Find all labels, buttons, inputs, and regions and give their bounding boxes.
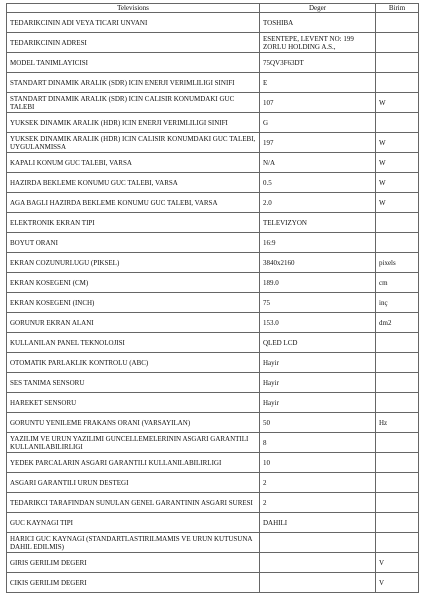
spec-unit: inç <box>379 298 388 307</box>
spec-label-cell <box>7 413 260 433</box>
spec-label-cell <box>7 233 260 253</box>
spec-unit-cell <box>376 173 419 193</box>
table-row <box>7 233 419 253</box>
spec-unit: W <box>379 98 386 107</box>
spec-unit-cell <box>376 413 419 433</box>
spec-value-cell <box>260 253 376 273</box>
spec-value: 50 <box>263 418 270 427</box>
spec-unit-cell <box>376 453 419 473</box>
spec-label-cell <box>7 333 260 353</box>
table-row <box>7 253 419 273</box>
spec-unit-cell <box>376 553 419 573</box>
spec-value: 2.0 <box>263 198 272 207</box>
spec-unit: cm <box>379 278 388 287</box>
spec-value-cell <box>260 133 376 153</box>
spec-label: EKRAN KOSEGENI (INCH) <box>10 298 95 307</box>
table-row <box>7 113 419 133</box>
spec-value: 10 <box>263 458 270 467</box>
spec-label-cell <box>7 293 260 313</box>
spec-label-cell <box>7 533 260 553</box>
spec-unit-cell <box>376 533 419 553</box>
spec-label: EKRAN COZUNURLUGU (PIKSEL) <box>10 258 120 267</box>
spec-unit-cell <box>376 33 419 53</box>
spec-unit: W <box>379 178 386 187</box>
spec-value: G <box>263 118 269 127</box>
spec-value-cell <box>260 113 376 133</box>
spec-label-cell <box>7 53 260 73</box>
spec-label-cell <box>7 553 260 573</box>
spec-value: Hayir <box>263 378 279 387</box>
spec-label: GORUNUR EKRAN ALANI <box>10 318 94 327</box>
spec-unit-cell <box>376 313 419 333</box>
spec-value-cell <box>260 33 376 53</box>
spec-value-cell <box>260 513 376 533</box>
spec-label-cell <box>7 173 260 193</box>
table-row <box>7 73 419 93</box>
spec-label-cell <box>7 473 260 493</box>
spec-label: HARICI GUC KAYNAGI (STANDARTLASTIRILMAMIS VE URUN KUTUSUNA DAHIL EDILMIS) <box>10 534 253 551</box>
table-row <box>7 353 419 373</box>
spec-unit-cell <box>376 373 419 393</box>
header-unit: Birim <box>376 4 419 13</box>
spec-table <box>6 3 419 593</box>
spec-unit-cell <box>376 293 419 313</box>
table-row <box>7 573 419 593</box>
spec-unit-cell <box>376 433 419 453</box>
spec-unit-cell <box>376 393 419 413</box>
spec-value-cell <box>260 473 376 493</box>
spec-unit-cell <box>376 213 419 233</box>
spec-label: ELEKTRONIK EKRAN TIPI <box>10 218 95 227</box>
spec-rows <box>7 13 419 593</box>
header-row <box>7 4 419 13</box>
spec-label-cell <box>7 393 260 413</box>
spec-label: SES TANIMA SENSORU <box>10 378 85 387</box>
spec-unit-cell <box>376 513 419 533</box>
spec-value-cell <box>260 533 376 553</box>
spec-unit: pixels <box>379 258 396 267</box>
spec-value: 2 <box>263 498 267 507</box>
spec-value: 0.5 <box>263 178 272 187</box>
spec-value: 16:9 <box>263 238 276 247</box>
table-row <box>7 413 419 433</box>
table-row <box>7 273 419 293</box>
spec-label-cell <box>7 113 260 133</box>
spec-unit-cell <box>376 193 419 213</box>
spec-value: 107 <box>263 98 274 107</box>
spec-label: GIRIS GERILIM DEGERI <box>10 558 87 567</box>
spec-value-cell <box>260 13 376 33</box>
table-row <box>7 513 419 533</box>
table-row <box>7 473 419 493</box>
table-row <box>7 393 419 413</box>
spec-value: TOSHIBA <box>263 18 294 27</box>
spec-label: BOYUT ORANI <box>10 238 58 247</box>
spec-value: 2 <box>263 478 267 487</box>
spec-value-cell <box>260 53 376 73</box>
spec-label-cell <box>7 133 260 153</box>
spec-unit-cell <box>376 353 419 373</box>
spec-value: 189.0 <box>263 278 279 287</box>
spec-unit-cell <box>376 573 419 593</box>
table-row <box>7 213 419 233</box>
spec-unit-cell <box>376 333 419 353</box>
spec-label: KULLANILAN PANEL TEKNOLOJISI <box>10 338 125 347</box>
spec-unit-cell <box>376 133 419 153</box>
spec-label-cell <box>7 573 260 593</box>
spec-value: 75 <box>263 298 270 307</box>
spec-value-cell <box>260 433 376 453</box>
spec-label: YUKSEK DINAMIK ARALIK (HDR) ICIN ENERJI VERIMLILIGI SINIFI <box>10 118 228 127</box>
spec-label: HAREKET SENSORU <box>10 398 77 407</box>
spec-unit-cell <box>376 93 419 113</box>
spec-value: QLED LCD <box>263 338 298 347</box>
spec-unit: dm2 <box>379 318 392 327</box>
table-row <box>7 493 419 513</box>
table-row <box>7 33 419 53</box>
spec-value-cell <box>260 173 376 193</box>
spec-unit: W <box>379 198 386 207</box>
spec-value-cell <box>260 553 376 573</box>
spec-unit-cell <box>376 73 419 93</box>
spec-label: GORUNTU YENILEME FRAKANS ORANI (VARSAYILAN) <box>10 418 191 427</box>
spec-label: ASGARI GARANTILI URUN DESTEGI <box>10 478 129 487</box>
table-row <box>7 13 419 33</box>
spec-label: AGA BAGLI HAZIRDA BEKLEME KONUMU GUC TALEBI, VARSA <box>10 198 218 207</box>
spec-value-cell <box>260 573 376 593</box>
table-row <box>7 333 419 353</box>
spec-label-cell <box>7 13 260 33</box>
spec-label-cell <box>7 193 260 213</box>
spec-value-cell <box>260 233 376 253</box>
spec-value-cell <box>260 413 376 433</box>
spec-unit-cell <box>376 493 419 513</box>
spec-unit-cell <box>376 273 419 293</box>
spec-label-cell <box>7 93 260 113</box>
spec-label-cell <box>7 373 260 393</box>
spec-label-cell <box>7 73 260 93</box>
table-row <box>7 133 419 153</box>
spec-label: CIKIS GERILIM DEGERI <box>10 578 87 587</box>
spec-value-cell <box>260 93 376 113</box>
spec-label: KAPALI KONUM GUC TALEBI, VARSA <box>10 158 132 167</box>
spec-value: 3840x2160 <box>263 258 295 267</box>
spec-value-cell <box>260 353 376 373</box>
table-row <box>7 173 419 193</box>
spec-value-cell <box>260 153 376 173</box>
spec-value-cell <box>260 193 376 213</box>
spec-value-cell <box>260 373 376 393</box>
spec-label: GUC KAYNAGI TIPI <box>10 518 74 527</box>
table-row <box>7 93 419 113</box>
spec-label-cell <box>7 313 260 333</box>
spec-label: STANDART DINAMIK ARALIK (SDR) ICIN CALISIR KONUMDAKI GUC TALEBI <box>10 94 235 111</box>
spec-value-cell <box>260 453 376 473</box>
spec-unit: W <box>379 138 386 147</box>
product-info-sheet <box>6 3 418 593</box>
spec-label-cell <box>7 353 260 373</box>
spec-value-cell <box>260 213 376 233</box>
table-row <box>7 293 419 313</box>
table-row <box>7 553 419 573</box>
table-row <box>7 193 419 213</box>
table-row <box>7 453 419 473</box>
spec-unit-cell <box>376 473 419 493</box>
spec-label: YUKSEK DINAMIK ARALIK (HDR) ICIN CALISIR KONUMDAKI GUC TALEBI, UYGULANMISSA <box>10 134 256 151</box>
spec-label-cell <box>7 33 260 53</box>
spec-value-cell <box>260 73 376 93</box>
spec-value: Hayir <box>263 398 279 407</box>
spec-label-cell <box>7 453 260 473</box>
header-value: Deger <box>260 4 376 13</box>
spec-label-cell <box>7 433 260 453</box>
spec-value: DAHILI <box>263 518 288 527</box>
spec-value: Hayir <box>263 358 279 367</box>
table-row <box>7 433 419 453</box>
spec-unit: V <box>379 558 385 567</box>
spec-label: OTOMATIK PARLAKLIK KONTROLU (ABC) <box>10 358 149 367</box>
table-row <box>7 153 419 173</box>
spec-value-cell <box>260 273 376 293</box>
spec-value: TELEVIZYON <box>263 218 307 227</box>
spec-value-cell <box>260 293 376 313</box>
spec-unit: Hz <box>379 418 388 427</box>
header-category: Televisions <box>7 4 260 13</box>
spec-label: YEDEK PARCALARIN ASGARI GARANTILI KULLANILABILIRLIGI <box>10 458 222 467</box>
spec-unit: W <box>379 158 386 167</box>
spec-unit-cell <box>376 113 419 133</box>
spec-value: ESENTEPE, LEVENT NO: 199 ZORLU HOLDING A.S., <box>263 34 354 51</box>
spec-label: EKRAN KOSEGENI (CM) <box>10 278 89 287</box>
spec-label: HAZIRDA BEKLEME KONUMU GUC TALEBI, VARSA <box>10 178 178 187</box>
spec-unit: V <box>379 578 385 587</box>
spec-value: E <box>263 78 268 87</box>
spec-label-cell <box>7 253 260 273</box>
spec-label: TEDARIKCININ ADI VEYA TICARI UNVANI <box>10 18 148 27</box>
spec-label-cell <box>7 513 260 533</box>
spec-value: 197 <box>263 138 274 147</box>
spec-unit-cell <box>376 13 419 33</box>
spec-value-cell <box>260 393 376 413</box>
spec-label-cell <box>7 493 260 513</box>
spec-value: 153.0 <box>263 318 279 327</box>
spec-value-cell <box>260 313 376 333</box>
spec-label-cell <box>7 273 260 293</box>
spec-unit-cell <box>376 153 419 173</box>
spec-unit-cell <box>376 233 419 253</box>
spec-label: MODEL TANIMLAYICISI <box>10 58 88 67</box>
table-row <box>7 373 419 393</box>
spec-value: 8 <box>263 438 267 447</box>
table-row <box>7 533 419 553</box>
spec-value: N/A <box>263 158 276 167</box>
spec-value-cell <box>260 493 376 513</box>
table-row <box>7 313 419 333</box>
spec-label: YAZILIM VE URUN YAZILIMI GUNCELLEMELERININ ASGARI GARANTILI KULLANILABILIRLIGI <box>10 434 249 451</box>
spec-value-cell <box>260 333 376 353</box>
spec-value: 75QV3F63DT <box>263 58 304 67</box>
spec-unit-cell <box>376 253 419 273</box>
spec-unit-cell <box>376 53 419 73</box>
spec-label: TEDARIKCININ ADRESI <box>10 38 87 47</box>
spec-label-cell <box>7 153 260 173</box>
table-row <box>7 53 419 73</box>
spec-label-cell <box>7 213 260 233</box>
spec-label: STANDART DINAMIK ARALIK (SDR) ICIN ENERJI VERIMLILIGI SINIFI <box>10 78 235 87</box>
spec-label: TEDARIKCI TARAFINDAN SUNULAN GENEL GARANTININ ASGARI SURESI <box>10 498 253 507</box>
